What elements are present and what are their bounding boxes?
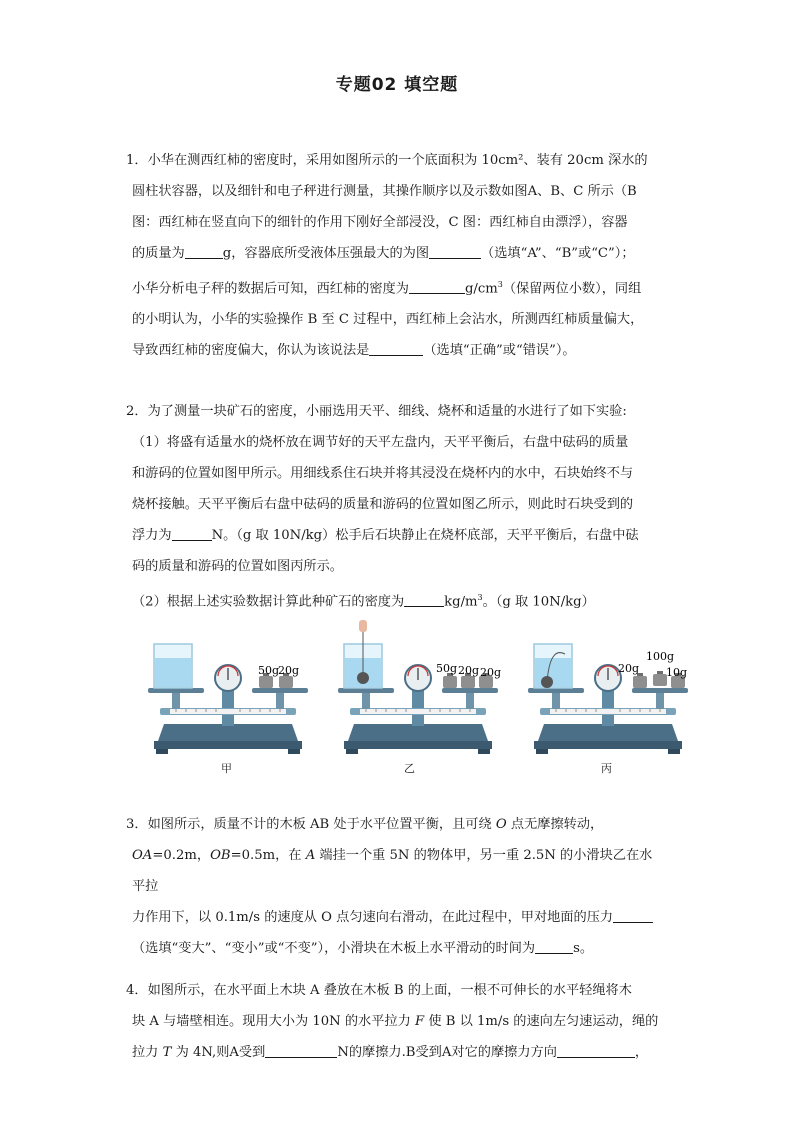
figure-caption-jia: 甲 [221, 762, 232, 775]
question-2: 2．为了测量一块矿石的密度，小丽选用天平、细线、烧杯和适量的水进行了如下实验: （1）将盛有适量水的烧杯放在调节好的天平左盘内，天平平衡后，右盘中砝码的质量 和游码的位置如图甲所示。用细线系住石块并将其浸没在烧杯内的水中，石块始终不与 烧杯接触。天平平衡后右盘中砝码的质量和游码的位置如图乙所示，则此时石块受到的 浮力为 N。（g 取 10N/kg）松手后石块静止在烧杯底部，天平平衡后，右盘中砝 码的质量和游码的位置如图丙所示。 （2）根据上述实验数据计算此种矿石的密度为 $kg/m^3$。（g 取 10N/kg） [126, 404, 639, 610]
weight-label: 20g [458, 664, 480, 677]
balance-bing [528, 644, 688, 754]
weight-label: 100g [646, 650, 675, 663]
weight-label: 50g [436, 662, 458, 675]
figure-caption-bing: 丙 [601, 762, 612, 775]
weight-label: 20g [618, 662, 640, 675]
answer-blank[interactable] [265, 1042, 337, 1058]
weight-label: 50g [258, 664, 280, 677]
answer-blank[interactable] [409, 278, 465, 294]
weight-label: 10g [666, 666, 688, 679]
weight-label: 20g [480, 666, 502, 679]
answer-blank[interactable] [613, 907, 653, 923]
question-4: 4．如图所示，在水平面上木块 A 叠放在木板 B 的上面，一根不可伸长的水平轻绳将木 块 A 与墙壁相连。现用大小为 10N 的水平拉力 F 使 B 以 1m/s 的速向左匀速运动，绳的 拉力 T 为 4N,则A受到 N的摩擦力.B受到A对它的摩擦力方向 ， [126, 983, 659, 1060]
balance-figures [140, 616, 700, 776]
question-1: 1．小华在测西红柿的密度时，采用如图所示的一个底面积为 10cm²、装有 20cm 深水的 圆柱状容器，以及细针和电子秤进行测量，其操作顺序以及示数如图A、B、C 所示（B 图：西红柿在竖直向下的细针的作用下刚好全部浸没，C 图：西红柿自由漂浮），容器 的质量为 g，容器底所受液体压强最大的为图 （选填“A”、“B”或“C”）； 小华分析电子秤的数据后可知，西红柿的密度为 $g/cm^3$（保留两位小数），同组 的小明认为，小华的实验操作 B 至 C 过程中，西红柿上会沾水，所测西红柿质量偏大， 导致西红柿的密度偏大，你认为该说法是 （选填“正确”或“错误”）。 [126, 153, 648, 359]
answer-blank[interactable] [185, 243, 223, 259]
answer-blank[interactable] [369, 340, 423, 356]
weight-label: 20g [278, 664, 300, 677]
answer-blank[interactable] [429, 243, 481, 259]
page-title: 专题02 填空题 [335, 75, 459, 95]
answer-blank[interactable] [535, 938, 573, 954]
answer-blank[interactable] [172, 525, 212, 541]
question-3: 3．如图所示，质量不计的木板 AB 处于水平位置平衡，且可绕 O 点无摩擦转动， OA=0.2m，OB=0.5m，在 A 端挂一个重 5N 的物体甲，另一重 2.5N 的小滑块乙在水平拉 力作用下，以 0.1m/s 的速度从 O 点匀速向右滑动，在此过程中，甲对地面的压力 （选填“变大”、“变小”或“不变”），小滑块在木板上水平滑动的时间为 s。 [126, 817, 653, 956]
answer-blank[interactable] [404, 591, 444, 607]
balance-yi [338, 620, 501, 754]
answer-blank[interactable] [557, 1042, 635, 1058]
figure-caption-yi: 乙 [404, 762, 415, 775]
balance-jia [148, 644, 308, 754]
